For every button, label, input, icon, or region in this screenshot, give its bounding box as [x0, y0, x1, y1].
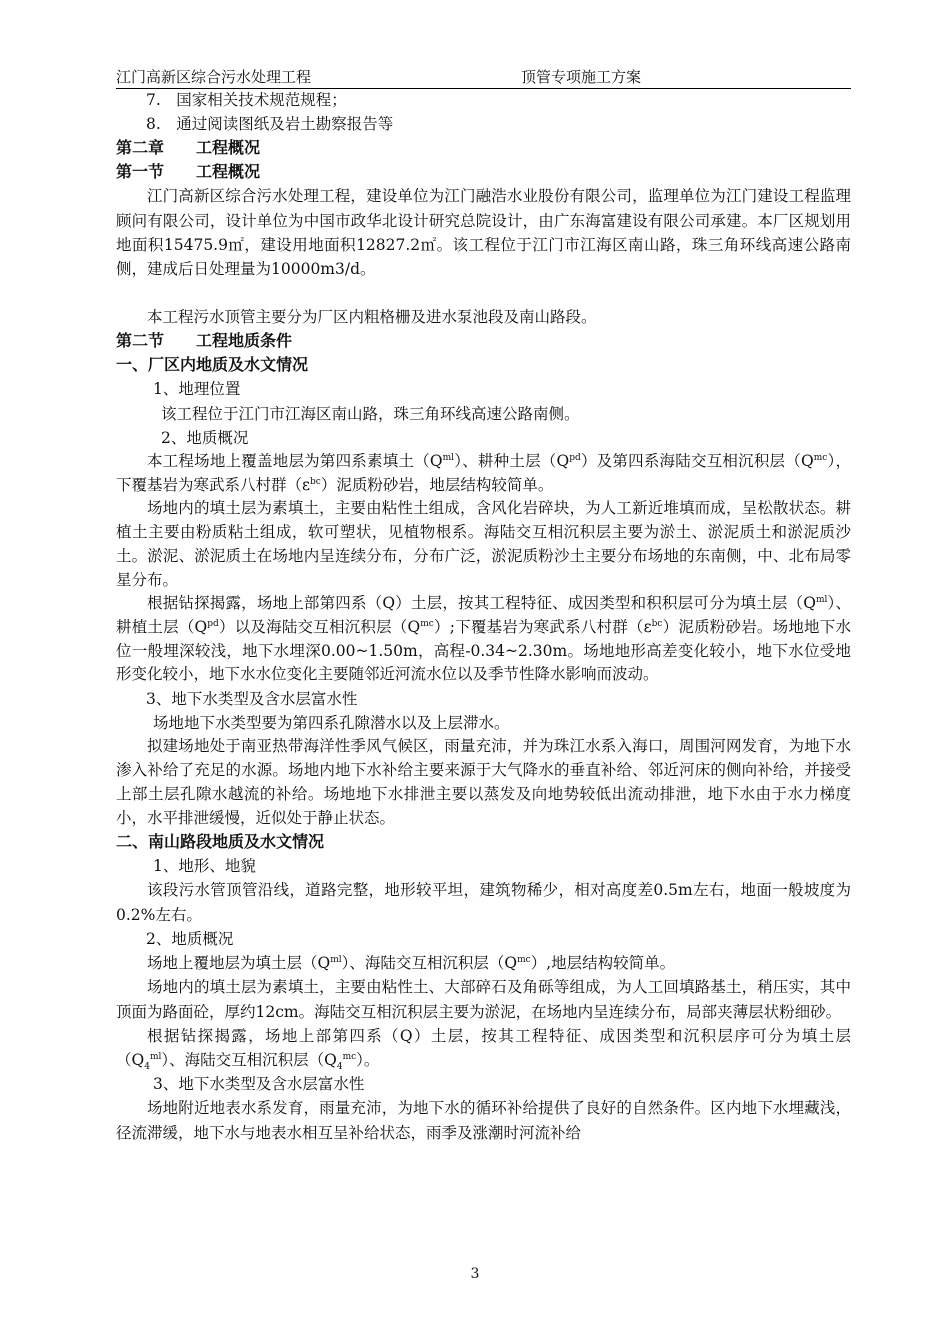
header-document-title: 顶管专项施工方案: [521, 68, 642, 86]
road-geology-subheading: 2、地质概况: [146, 929, 234, 948]
reference-item-8: 8. 通过阅读图纸及岩土勘察报告等: [146, 115, 394, 134]
road-drilling-paragraph: 根据钻探揭露，场地上部第四系（Q）土层，按其工程特征、成因类型和沉积层序可分为填土层$(Q_4^{ml})$、海陆交互相沉积层$(Q_4^{mc})$。: [116, 1026, 851, 1072]
road-fill-layer-paragraph: 场地内的填土层为素填土，主要由粘性土、大部碎石及角砾等组成，为人工回填路基土，稍压实，其中顶面为路面砼，厚约12cm。海陆交互相沉积层主要为淤泥，在场地内呈连续分布，局部夹薄层状粉细砂。: [116, 978, 851, 1021]
plant-location-subheading: 1、地理位置: [153, 380, 241, 399]
road-strata-paragraph: 场地上覆地层为填土层$(Q^{ml})$、海陆交互相沉积层$(Q^{mc})$,地层结构较简单。: [147, 954, 676, 973]
plant-geology-subheading: 2、地质概况: [161, 428, 249, 447]
pipe-jacking-scope-paragraph: 本工程污水顶管主要分为厂区内粗格栅及进水泵池段及南山路段。: [147, 308, 597, 327]
road-groundwater-subheading: 3、地下水类型及含水层富水性: [153, 1075, 365, 1094]
plant-fill-layer-paragraph: 场地内的填土层为素填土，主要由粘性土组成，含风化岩碎块，为人工新近堆填而成，呈松散状态。耕植土主要由粉质粘土组成，软可塑状，见植物根系。海陆交互相沉积层主要为淤土、淤泥质土和淤泥质沙土。淤泥、淤泥质土在场地内呈连续分布，分布广泛，淤泥质粉沙土主要分布场地的东南侧，中、北布局零星分布。: [116, 499, 851, 589]
page-content: [116, 88, 851, 1145]
road-geology-heading: 二、南山路段地质及水文情况: [116, 832, 325, 852]
plant-groundwater-paragraph: 拟建场地处于南亚热带海洋性季风气候区，雨量充沛，并为珠江水系入海口，周围河网发育，为地下水渗入补给了充足的水源。场地内地下水补给主要来源于大气降水的垂直补给、邻近河床的侧向补给，并接受上部土层孔隙水越流的补给。场地地下水排泄主要以蒸发及向地势较低出流动排泄，地下水由于水力梯度小，水平排泄缓慢，近似处于静止状态。: [116, 737, 851, 827]
road-terrain-subheading: 1、地形、地貌: [153, 857, 256, 876]
plant-groundwater-subheading: 3、地下水类型及含水层富水性: [146, 690, 358, 709]
plant-groundwater-type-text: 场地地下水类型要为第四系孔隙潜水以及上层滞水。: [153, 714, 510, 733]
chapter-title: 第二章 工程概况: [116, 138, 261, 158]
plant-geology-heading: 一、厂区内地质及水文情况: [116, 355, 309, 375]
page-header: [116, 66, 851, 89]
road-terrain-paragraph: 该段污水管顶管沿线，道路完整，地形较平坦，建筑物稀少，相对高度差0.5m左右，地面一般坡度为0.2%左右。: [116, 881, 851, 924]
section-1-title: 第一节 工程概况: [116, 162, 261, 182]
header-project-name: 江门高新区综合污水处理工程: [116, 68, 312, 86]
spacer: [116, 281, 851, 305]
road-groundwater-paragraph: 场地附近地表水系发育，雨量充沛，为地下水的循环补给提供了良好的自然条件。区内地下水埋藏浅，径流滞缓，地下水与地表水相互呈补给状态，雨季及涨潮时河流补给: [116, 1099, 851, 1142]
plant-drilling-paragraph: 根据钻探揭露，场地上部第四系（Q）土层，按其工程特征、成因类型和积积层可分为填土层$(Q^{ml})$、耕植土层$(Q^{pd})$以及海陆交互相沉积层$(Q^{mc})$;下覆基岩为寒武系八村群$(\varepsilon^{bc})$泥质粉砂岩。场地地下水位一般埋深较浅，地下水埋深0.00~1.50m，高程-0.34~2.30m。场地地形高差变化较小，地下水位受地形变化较小，地下水水位变化主要随邻近河流水位以及季节性降水影响而波动。: [116, 594, 851, 684]
project-overview-paragraph: 江门高新区综合污水处理工程，建设单位为江门融浩水业股份有限公司，监理单位为江门建设工程监理顾问有限公司，设计单位为中国市政华北设计研究总院设计，由广东海富建设有限公司承建。本厂区规划用地面积15475.9㎡，建设用地面积12827.2㎡。该工程位于江门市江海区南山路，珠三角环线高速公路南侧，建成后日处理量为10000m3/d。: [116, 187, 851, 279]
page-number: 3: [470, 1266, 480, 1282]
plant-strata-paragraph: 本工程场地上覆盖地层为第四系素填土$(Q^{ml})$、耕种土层$(Q^{pd})$及第四系海陆交互相沉积层$(Q^{mc})$，下覆基岩为寒武系八村群$(\varepsilon^{bc})$泥质粉砂岩，地层结构较简单。: [116, 452, 851, 494]
section-2-title: 第二节 工程地质条件: [116, 331, 293, 351]
plant-location-text: 该工程位于江门市江海区南山路，珠三角环线高速公路南侧。: [161, 404, 580, 423]
reference-item-7: 7. 国家相关技术规范规程；: [146, 91, 347, 109]
